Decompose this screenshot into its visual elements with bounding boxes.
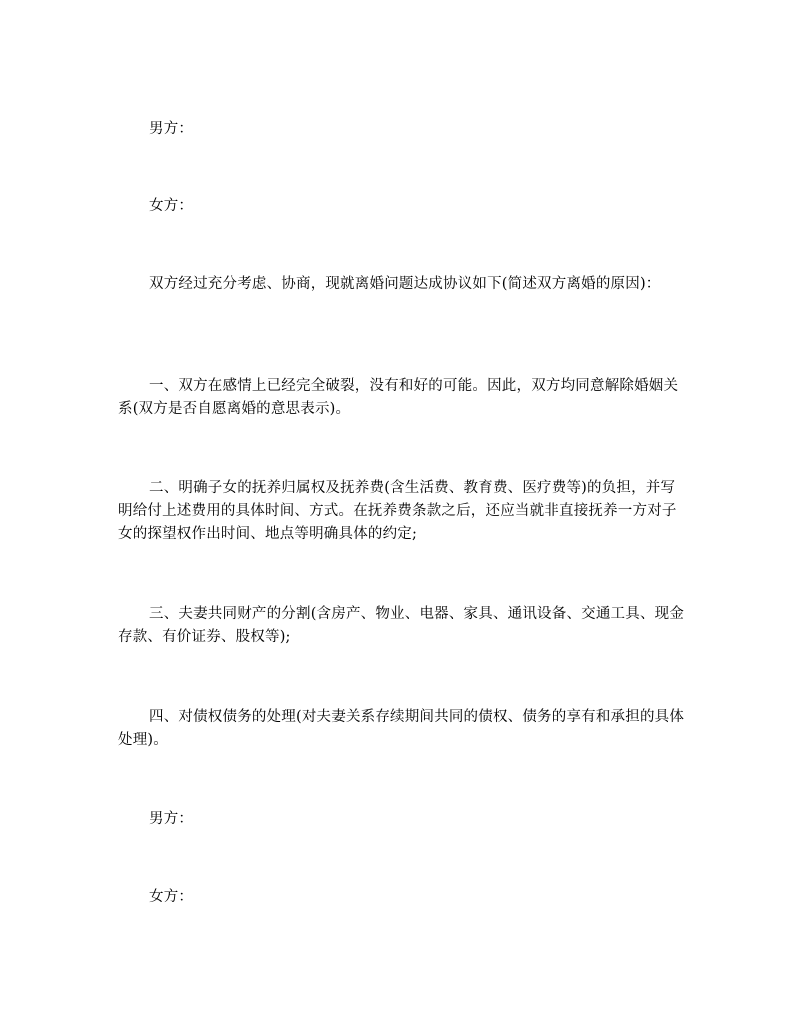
wife-label-bottom: 女方： [149, 889, 194, 905]
intro-paragraph: 双方经过充分考虑、协商，现就离婚问题达成协议如下(简述双方离婚的原因)： [149, 276, 661, 292]
clause-3-paragraph: 三、夫妻共同财产的分割(含房产、物业、电器、家具、通讯设备、交通工具、现金存款、有价证券、股权等); [118, 606, 685, 645]
clause-4-paragraph: 四、对债权债务的处理(对夫妻关系存续期间共同的债权、债务的享有和承担的具体处理)。 [118, 709, 685, 748]
wife-label-top: 女方： [149, 198, 194, 214]
clause-1-paragraph: 一、双方在感情上已经完全破裂，没有和好的可能。因此，双方均同意解除婚姻关系(双方是否自愿离婚的意思表示)。 [118, 378, 679, 417]
husband-label-bottom: 男方： [149, 811, 194, 827]
clause-2-paragraph: 二、明确子女的抚养归属权及抚养费(含生活费、教育费、医疗费等)的负担，并写明给付上述费用的具体时间、方式。在抚养费条款之后，还应当就非直接抚养一方对子女的探望权作出时间、地点等明确具体的约定; [118, 480, 677, 542]
husband-label-top: 男方： [149, 121, 194, 137]
